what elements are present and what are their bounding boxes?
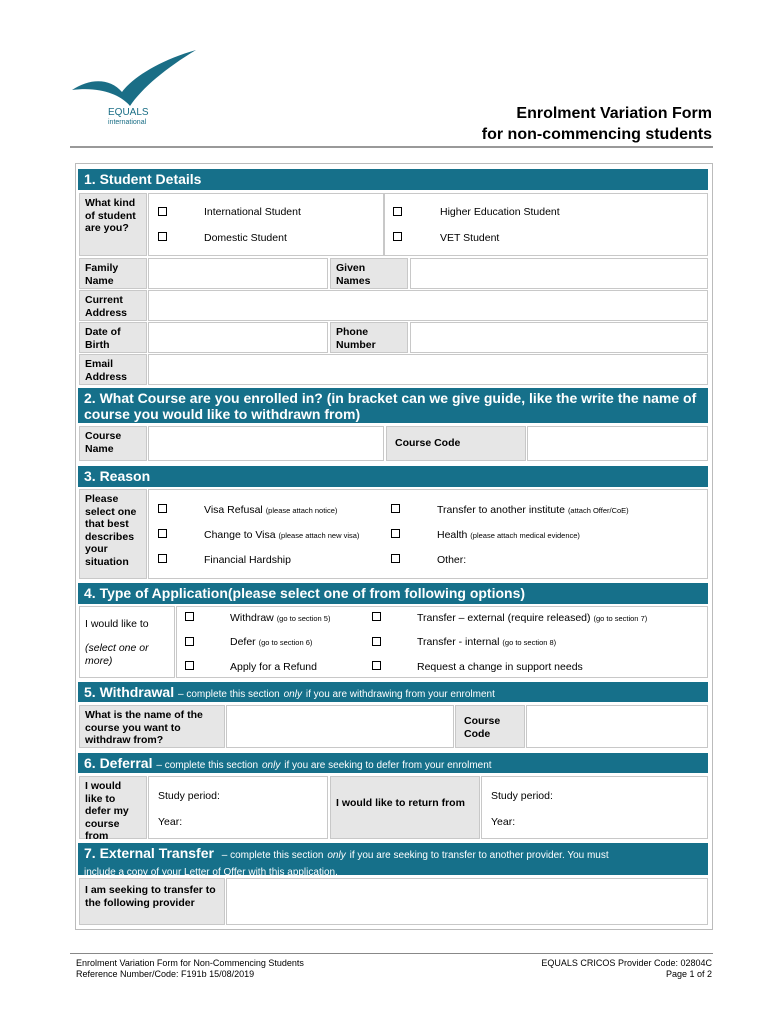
section-3-header: 3. Reason <box>78 466 708 487</box>
return-study-period-label: Study period: <box>491 790 553 802</box>
course-code-field[interactable] <box>527 426 708 461</box>
withdraw-course-code-label: Course Code <box>455 705 525 748</box>
return-from-field[interactable] <box>481 776 708 839</box>
family-name-field[interactable] <box>148 258 328 289</box>
given-names-label: Given Names <box>330 258 408 289</box>
vet-label: VET Student <box>440 232 500 244</box>
footer-divider <box>70 953 713 954</box>
defer-study-period-label: Study period: <box>158 790 220 802</box>
defer-year-label: Year: <box>158 816 183 828</box>
defer-from-field[interactable] <box>148 776 328 839</box>
phone-label: Phone Number <box>330 322 408 353</box>
withdraw-label: Withdraw (go to section 5) <box>230 612 331 624</box>
international-student-checkbox[interactable] <box>158 207 167 216</box>
change-visa-label: Change to Visa (please attach new visa) <box>204 529 360 541</box>
dob-label: Date of Birth <box>79 322 147 353</box>
support-needs-label: Request a change in support needs <box>417 661 583 673</box>
dob-field[interactable] <box>148 322 328 353</box>
change-visa-checkbox[interactable] <box>158 529 167 538</box>
student-type-options-2 <box>384 193 708 256</box>
refund-checkbox[interactable] <box>185 661 194 670</box>
course-name-label: Course Name <box>79 426 147 461</box>
section-2-header: 2. What Course are you enrolled in? (in bracket can we give guide, like the write the name of course you would like to withdrawn from) <box>78 388 708 423</box>
email-label: Email Address <box>79 354 147 385</box>
footer-left: Enrolment Variation Form for Non-Commencing Students Reference Number/Code: F191b 15/08/2019 <box>76 958 304 979</box>
transfer-internal-checkbox[interactable] <box>372 637 381 646</box>
domestic-student-label: Domestic Student <box>204 232 287 244</box>
international-student-label: International Student <box>204 206 301 218</box>
return-from-label: I would like to return from <box>330 776 480 839</box>
return-year-label: Year: <box>491 816 516 828</box>
course-code-label: Course Code <box>386 426 526 461</box>
section-6-header: 6. Deferral – complete this section only if you are seeking to defer from your enrolment <box>78 753 708 773</box>
logo-wordmark: EQUALS international <box>108 107 149 126</box>
transfer-provider-label: I am seeking to transfer to the following provider <box>79 878 225 925</box>
phone-field[interactable] <box>410 322 708 353</box>
financial-hardship-checkbox[interactable] <box>158 554 167 563</box>
email-field[interactable] <box>148 354 708 385</box>
page-title: Enrolment Variation Form for non-commencing students <box>481 105 712 143</box>
section-7-header: 7. External Transfer – complete this section only if you are seeking to transfer to another provider. You must include a copy of your Letter of Offer with this application. <box>78 843 708 875</box>
withdraw-course-field[interactable] <box>226 705 454 748</box>
title-divider <box>70 146 713 148</box>
health-checkbox[interactable] <box>391 529 400 538</box>
defer-from-label: I would like to defer my course from <box>79 776 147 839</box>
other-label: Other: <box>437 554 467 566</box>
course-name-field[interactable] <box>148 426 384 461</box>
visa-refusal-checkbox[interactable] <box>158 504 167 513</box>
defer-checkbox[interactable] <box>185 637 194 646</box>
higher-ed-checkbox[interactable] <box>393 207 402 216</box>
transfer-provider-field[interactable] <box>226 878 708 925</box>
family-name-label: Family Name <box>79 258 147 289</box>
financial-hardship-label: Financial Hardship <box>204 554 291 566</box>
withdraw-course-label: What is the name of the course you want to withdraw from? <box>79 705 225 748</box>
domestic-student-checkbox[interactable] <box>158 232 167 241</box>
student-type-options <box>148 193 384 256</box>
transfer-institute-checkbox[interactable] <box>391 504 400 513</box>
section-5-header: 5. Withdrawal – complete this section only if you are withdrawing from your enrolment <box>78 682 708 702</box>
withdraw-course-code-field[interactable] <box>526 705 708 748</box>
current-address-label: Current Address <box>79 290 147 321</box>
withdraw-checkbox[interactable] <box>185 612 194 621</box>
footer-right: EQUALS CRICOS Provider Code: 02804C Page 1 of 2 <box>541 958 712 979</box>
transfer-external-checkbox[interactable] <box>372 612 381 621</box>
defer-label: Defer (go to section 6) <box>230 636 313 648</box>
support-needs-checkbox[interactable] <box>372 661 381 670</box>
select-note: (select one or more) <box>85 642 149 667</box>
reason-prompt-label: Please select one that best describes your situation <box>79 489 147 579</box>
vet-checkbox[interactable] <box>393 232 402 241</box>
would-like-label: I would like to <box>85 618 149 630</box>
transfer-internal-label: Transfer - internal (go to section 8) <box>417 636 557 648</box>
transfer-institute-label: Transfer to another institute (attach Offer/CoE) <box>437 504 629 516</box>
transfer-external-label: Transfer – external (require released) (go to section 7) <box>417 612 648 624</box>
refund-label: Apply for a Refund <box>230 661 317 673</box>
health-label: Health (please attach medical evidence) <box>437 529 580 541</box>
visa-refusal-label: Visa Refusal (please attach notice) <box>204 504 338 516</box>
given-names-field[interactable] <box>410 258 708 289</box>
section-1-header: 1. Student Details <box>78 169 708 190</box>
higher-ed-label: Higher Education Student <box>440 206 560 218</box>
section-4-header: 4. Type of Application(please select one of from following options) <box>78 583 708 604</box>
student-type-label: What kind of student are you? <box>79 193 147 256</box>
current-address-field[interactable] <box>148 290 708 321</box>
other-checkbox[interactable] <box>391 554 400 563</box>
